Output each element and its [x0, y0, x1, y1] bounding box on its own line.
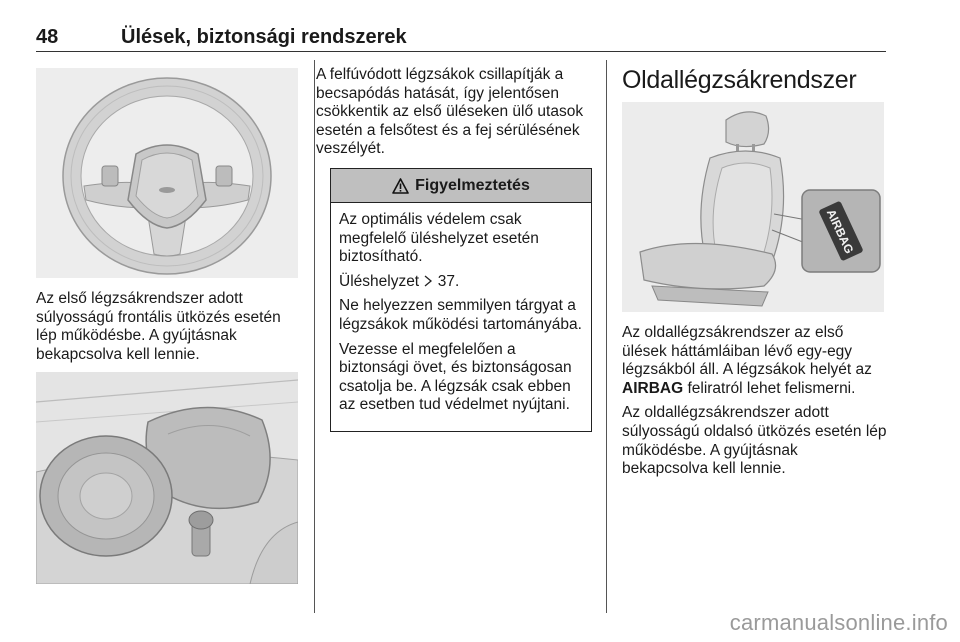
warning-text-3: Ne helyezzen semmilyen tárgyat a légzsákok működési tartományába.	[339, 297, 582, 333]
steering-wheel-illustration	[36, 68, 298, 278]
page-reference-arrow-icon	[423, 275, 433, 287]
seat-position-label: Üléshelyzet	[339, 272, 420, 290]
airbag-keyword: AIRBAG	[622, 379, 684, 397]
side-airbag-description	[622, 324, 888, 398]
warning-header	[331, 169, 591, 203]
watermark: carmanualsonline.info	[729, 610, 948, 635]
column-divider-left	[314, 60, 315, 613]
seat-airbag-label: AIRBAG	[823, 207, 857, 256]
warning-body	[331, 203, 591, 415]
page-header	[36, 24, 886, 52]
seat-position-page-ref[interactable]: 37.	[437, 272, 460, 290]
side-airbag-desc-start: Az oldallégzsákrendszer az első ülések háttámláiban lévő egy-egy légzsákból áll. A légzsákok helyét az	[622, 324, 872, 379]
front-airbag-text: Az első légzsákrendszer adott súlyosságú frontális ütközés esetén lép működésbe. A gyújtásnak bekapcsolva kell lennie.	[36, 290, 281, 363]
page-number: 48	[36, 26, 59, 48]
side-airbag-activation-text: Az oldallégzsákrendszer adott súlyosságú oldalsó ütközés esetén lép működésbe. A gyújtásnak bekapcsolva kell lennie.	[622, 404, 887, 478]
side-airbag-paragraphs	[622, 324, 888, 485]
warning-title: Figyelmeztetés	[415, 176, 530, 194]
warning-box	[330, 168, 592, 432]
column-divider-right	[606, 60, 607, 613]
side-airbag-seat-illustration	[622, 102, 884, 312]
warning-text-4: Vezesse el megfelelően a biztonsági övet, és biztonságosan csatolja be. A légzsák csak ebben az esetben tud védelmet nyújtani.	[339, 340, 572, 414]
chapter-title: Ülések, biztonsági rendszerek	[121, 26, 407, 48]
front-airbag-paragraph	[36, 290, 298, 370]
warning-text-1: Az optimális védelem csak megfelelő üléshelyzet esetén biztosítható.	[339, 211, 539, 266]
deployed-airbags-illustration	[36, 372, 298, 584]
side-airbag-desc-end: feliratról lehet felismerni.	[687, 379, 856, 397]
airbag-effect-text: A felfúvódott légzsákok csillapítják a becsapódás hatását, így jelentősen csökkentik az első üléseken ülő utasok esetén a felsőtest és a fej sérülésének veszélyét.	[316, 66, 584, 158]
warning-triangle-icon	[392, 178, 409, 194]
airbag-effect-paragraph	[316, 66, 596, 165]
section-title: Oldallégzsákrendszer	[622, 66, 857, 94]
warning-text-2	[339, 273, 585, 292]
